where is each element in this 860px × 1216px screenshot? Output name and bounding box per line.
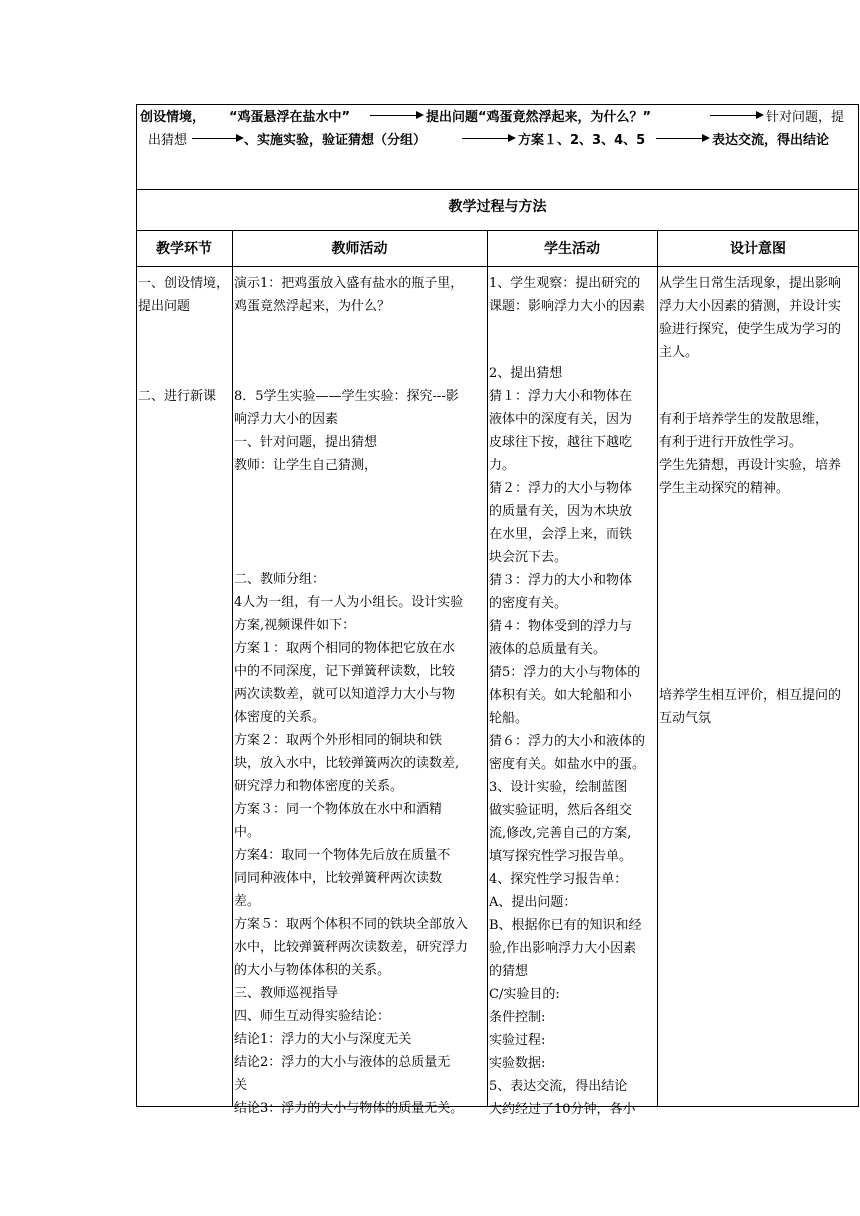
teacher-activity-line: 四、师生互动得实验结论： (234, 1009, 391, 1024)
design-intent-line: 从学生日常生活现象，提出影响 (659, 276, 842, 291)
student-activity-line: 的密度有关。 (489, 596, 568, 611)
flow-text-7: 方案１、2、3、4、5 (518, 133, 646, 148)
student-activity-line: 流,修改,完善自己的方案, (489, 826, 632, 841)
section-title: 教学过程与方法 (448, 199, 547, 215)
flow-arrow (370, 115, 422, 116)
flow-text-1: 创设情境， (140, 110, 206, 125)
student-activity-line: 猜１：浮力大小和物体在 (489, 389, 633, 404)
teacher-activity-line: 方案,视频课件如下： (234, 618, 356, 633)
student-activity-line: 课题：影响浮力大小的因素 (489, 299, 646, 314)
teacher-activity-line: 三、教师巡视指导 (234, 986, 339, 1001)
teacher-activity-line: 结论3：浮力的大小与物体的质量无关。 (234, 1101, 464, 1116)
header-student-activity: 学生活动 (544, 241, 600, 257)
teacher-activity-line: 鸡蛋竟然浮起来，为什么？ (234, 299, 391, 314)
row-divider (136, 266, 859, 267)
teacher-activity-line: 水中，比较弹簧秤两次读数差，研究浮力 (234, 940, 469, 955)
flow-text-4: 针对问题，提 (766, 110, 845, 125)
teacher-activity-line: 8．5学生实验——学生实验：探究---影 (234, 389, 459, 404)
teacher-activity-line: 响浮力大小的因素 (234, 412, 339, 427)
teacher-activity-line: 体密度的关系。 (234, 710, 326, 725)
teacher-activity-line: 关 (234, 1078, 248, 1093)
student-activity-line: 4、探究性学习报告单： (489, 872, 628, 887)
student-activity-line: 在水里，会浮上来，而铁 (489, 527, 633, 542)
design-intent-line: 培养学生相互评价，相互提问的 (659, 688, 842, 703)
student-activity-line: 的猜想 (489, 964, 529, 979)
student-activity-line: 实验过程: (489, 1033, 546, 1048)
teacher-activity-line: 二、教师分组： (234, 572, 326, 587)
student-activity-line: 3、设计实验，绘制蓝图 (489, 780, 628, 795)
teacher-activity-line: 同同种液体中，比较弹簧秤两次读数 (234, 871, 443, 886)
teacher-activity-line: 一、针对问题，提出猜想 (234, 435, 378, 450)
teacher-activity-line: 结论2：浮力的大小与液体的总质量无 (234, 1055, 451, 1070)
teacher-activity-line: 中的不同深度，记下弹簧秤读数，比较 (234, 664, 456, 679)
student-activity-line: 猜２：浮力的大小与物体 (489, 481, 633, 496)
design-intent-line: 有利于培养学生的发散思维， (659, 412, 829, 427)
student-activity-line: 块会沉下去。 (489, 550, 568, 565)
student-activity-line: B、根据你已有的知识和经 (489, 918, 642, 933)
design-intent-line: 学生主动探究的精神。 (659, 481, 790, 496)
teacher-activity-line: 演示1：把鸡蛋放入盛有盐水的瓶子里， (234, 276, 464, 291)
teacher-activity-line: 方案２：取两个外形相同的铜块和铁 (234, 733, 443, 748)
teacher-activity-line: 的大小与物体体积的关系。 (234, 963, 391, 978)
student-activity-line: 实验数据: (489, 1056, 546, 1071)
teacher-activity-line: 教师：让学生自己猜测， (234, 458, 378, 473)
flow-text-2: “鸡蛋悬浮在盐水中” (229, 110, 351, 125)
student-activity-line: 5、表达交流，得出结论 (489, 1079, 628, 1094)
student-activity-line: 的质量有关，因为木块放 (489, 504, 633, 519)
flow-arrow (710, 115, 762, 116)
design-intent-line: 有利于进行开放性学习。 (659, 435, 803, 450)
teacher-activity-line: 块，放入水中，比较弹簧两次的读数差, (234, 756, 460, 771)
student-activity-line: 液体中的深度有关，因为 (489, 412, 633, 427)
student-activity-line: 大约经过了10分钟，各小 (489, 1102, 636, 1117)
col-divider (657, 230, 658, 1107)
teacher-activity-line: 4人为一组，有一人为小组长。设计实验 (234, 595, 464, 610)
flow-text-6: 、实施实验，验证猜想（分组） (244, 133, 427, 148)
stage-label: 提出问题 (138, 299, 191, 314)
student-activity-line: 密度有关。如盐水中的蛋。 (489, 757, 646, 772)
teacher-activity-line: 研究浮力和物体密度的关系。 (234, 779, 404, 794)
student-activity-line: 猜5：浮力的大小与物体的 (489, 665, 641, 680)
design-intent-line: 浮力大小因素的猜测，并设计实 (659, 299, 842, 314)
flow-text-8: 表达交流，得出结论 (712, 133, 830, 148)
teacher-activity-line: 差。 (234, 894, 261, 909)
teacher-activity-line: 方案4：取同一个物体先后放在质量不 (234, 848, 451, 863)
design-intent-line: 学生先猜想，再设计实验，培养 (659, 458, 842, 473)
teacher-activity-line: 方案３：同一个物体放在水中和酒精 (234, 802, 443, 817)
header-teacher-activity: 教师活动 (331, 241, 388, 257)
flow-arrow (462, 138, 514, 139)
student-activity-line: 1、学生观察：提出研究的 (489, 276, 641, 291)
flow-text-5: 出猜想 (148, 133, 188, 148)
flow-text-3: 提出问题“鸡蛋竟然浮起来，为什么？” (426, 110, 652, 125)
student-activity-line: 猜４：物体受到的浮力与 (489, 619, 633, 634)
design-intent-line: 主人。 (659, 345, 699, 360)
col-divider (232, 230, 233, 1107)
student-activity-line: 条件控制: (489, 1010, 546, 1025)
student-activity-line: 力。 (489, 458, 516, 473)
teacher-activity-line: 结论1：浮力的大小与深度无关 (234, 1032, 412, 1047)
student-activity-line: 做实验证明，然后各组交 (489, 803, 633, 818)
student-activity-line: 液体的总质量有关。 (489, 642, 607, 657)
design-intent-line: 互动气氛 (659, 711, 712, 726)
student-activity-line: 填写探究性学习报告单。 (489, 849, 633, 864)
row-divider (136, 189, 859, 190)
student-activity-line: 猜６：浮力的大小和液体的 (489, 734, 646, 749)
header-teaching-stage: 教学环节 (156, 241, 212, 257)
flow-arrow (656, 138, 708, 139)
header-design-intent: 设计意图 (730, 241, 786, 257)
student-activity-line: A、提出问题： (489, 895, 577, 910)
col-divider (487, 230, 488, 1107)
teacher-activity-line: 中。 (234, 825, 261, 840)
student-activity-line: 皮球往下按，越往下越吃 (489, 435, 633, 450)
student-activity-line: C/实验目的: (489, 987, 560, 1002)
student-activity-line: 轮船。 (489, 711, 529, 726)
stage-label: 一、创设情境， (138, 276, 230, 291)
teacher-activity-line: 方案５：取两个体积不同的铁块全部放入 (234, 917, 469, 932)
teacher-activity-line: 两次读数差，就可以知道浮力大小与物 (234, 687, 456, 702)
student-activity-line: 验,作出影响浮力大小因素 (489, 941, 637, 956)
student-activity-line: 体积有关。如大轮船和小 (489, 688, 633, 703)
stage-label: 二、进行新课 (138, 389, 217, 404)
teacher-activity-line: 方案１：取两个相同的物体把它放在水 (234, 641, 456, 656)
student-activity-line: 猜３：浮力的大小和物体 (489, 573, 633, 588)
row-divider (136, 230, 859, 231)
student-activity-line: 2、提出猜想 (489, 366, 563, 381)
design-intent-line: 验进行探究，使学生成为学习的 (659, 322, 842, 337)
flow-arrow (192, 138, 242, 139)
